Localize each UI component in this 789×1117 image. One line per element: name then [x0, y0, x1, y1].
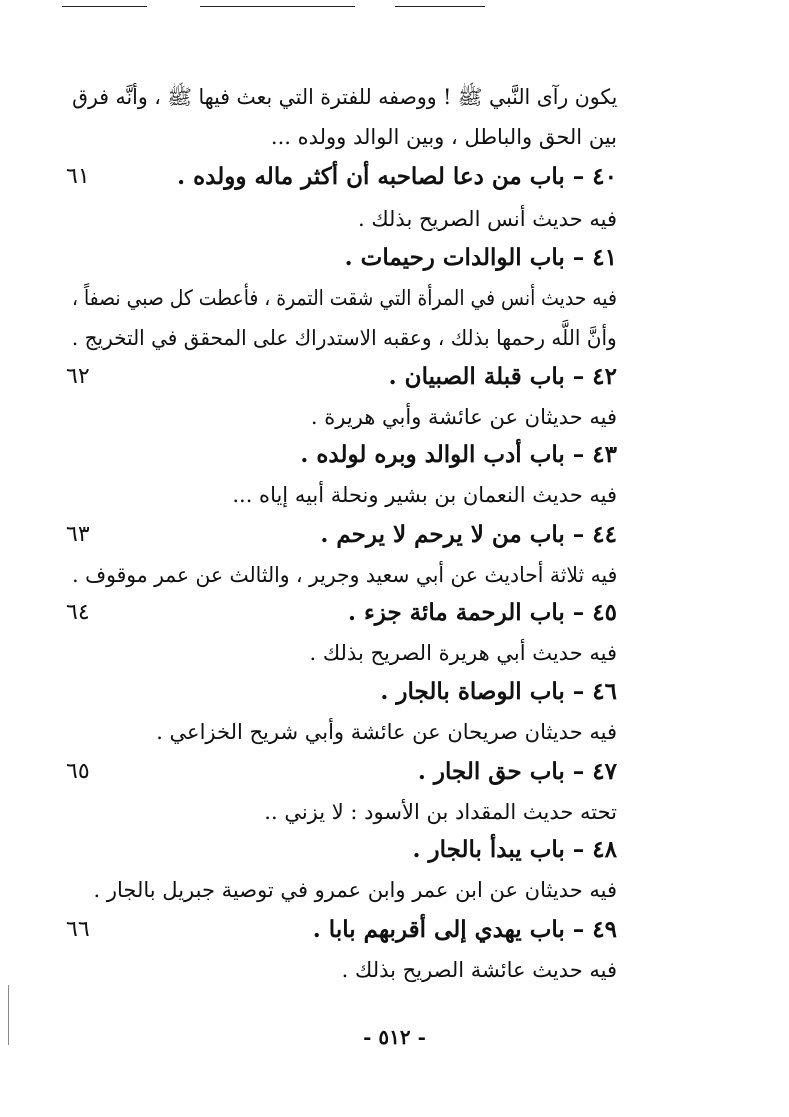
chapter-heading-41: ٤١ – باب الوالدات رحيمات .: [344, 244, 617, 271]
page-ref-63: ٦٣: [66, 522, 90, 547]
chapter-heading-48: ٤٨ – باب يبدأ بالجار .: [412, 836, 617, 863]
text-line-2: بين الحق والباطل ، وبين الوالد وولده ...: [270, 125, 617, 149]
top-rule-left: [62, 6, 147, 7]
chapter-heading-43: ٤٣ – باب أدب الوالد وبره لولده .: [300, 441, 617, 468]
text-line-21: فيه حديثان عن ابن عمر وابن عمرو في توصية جبريل بالجار .: [93, 878, 617, 902]
text-line-19: تحته حديث المقداد بن الأسود : لا يزني ..: [264, 800, 617, 824]
text-line-15: فيه حديث أبي هريرة الصريح بذلك .: [309, 641, 617, 665]
chapter-heading-40: ٤٠ – باب من دعا لصاحبه أن أكثر ماله وولده .: [177, 163, 617, 190]
page-ref-62: ٦٢: [66, 364, 90, 389]
page-ref-61: ٦١: [66, 164, 90, 189]
top-rule-mid: [200, 6, 355, 7]
page-ref-65: ٦٥: [66, 759, 90, 784]
text-line-7: وأنَّ اللَّه رحمها بذلك ، وعقبه الاستدراك على المحقق في التخريج .: [72, 326, 617, 350]
text-line-6: فيه حديث أنس في المرأة التي شقت التمرة ، فأعطت كل صبي نصفاً ،: [72, 286, 617, 310]
page-number-footer: - ٥١٢ -: [363, 1025, 426, 1049]
text-line-1: يكون رآى النَّبي ﷺ ! ووصفه للفترة التي بعث فيها ﷺ ، وأنَّه فرق: [71, 85, 617, 109]
top-rule-right: [395, 6, 485, 7]
page-ref-66: ٦٦: [66, 917, 90, 942]
text-line-4: فيه حديث أنس الصريح بذلك .: [357, 207, 617, 231]
chapter-heading-42: ٤٢ – باب قبلة الصبيان .: [388, 363, 617, 390]
page-ref-64: ٦٤: [66, 600, 90, 625]
chapter-heading-49: ٤٩ – باب يهدي إلى أقربهم بابا .: [312, 916, 617, 943]
chapter-heading-47: ٤٧ – باب حق الجار .: [417, 758, 617, 785]
text-line-9: فيه حديثان عن عائشة وأبي هريرة .: [310, 405, 617, 429]
text-line-17: فيه حديثان صريحان عن عائشة وأبي شريح الخزاعي .: [156, 720, 617, 744]
chapter-heading-45: ٤٥ – باب الرحمة مائة جزء .: [347, 599, 617, 626]
chapter-heading-46: ٤٦ – باب الوصاة بالجار .: [380, 678, 617, 705]
text-line-11: فيه حديث النعمان بن بشير ونحلة أبيه إياه ...: [232, 483, 617, 507]
chapter-heading-44: ٤٤ – باب من لا يرحم لا يرحم .: [320, 521, 617, 548]
text-line-23: فيه حديث عائشة الصريح بذلك .: [341, 958, 617, 982]
text-line-13: فيه ثلاثة أحاديث عن أبي سعيد وجرير ، والثالث عن عمر موقوف .: [71, 563, 617, 587]
